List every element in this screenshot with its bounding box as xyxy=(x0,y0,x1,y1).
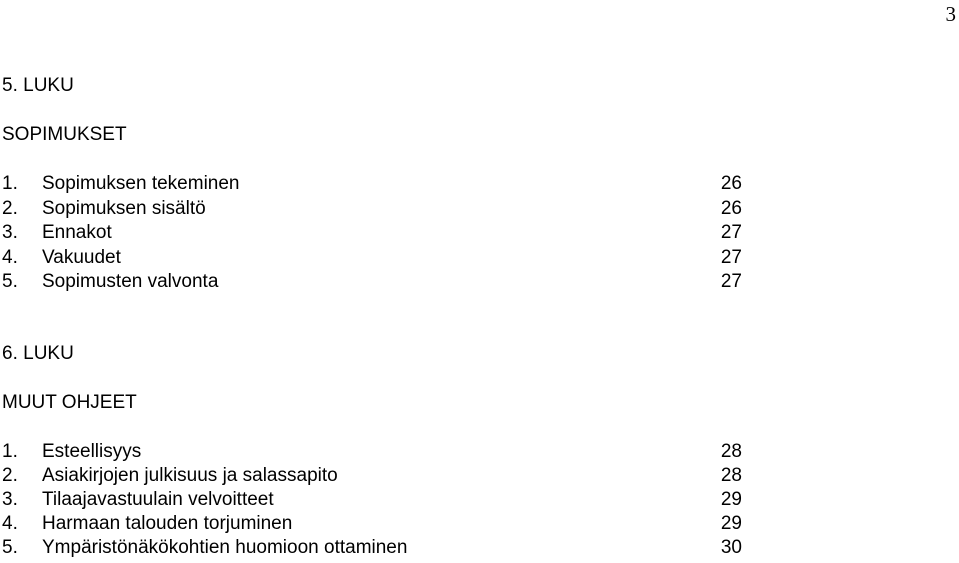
entry-number: 4. xyxy=(2,513,18,534)
chapter-heading: 5. LUKU xyxy=(2,75,74,96)
toc-list xyxy=(2,440,742,560)
entry-title: Esteellisyys xyxy=(42,441,142,462)
toc-entry[interactable] xyxy=(2,197,742,222)
entry-number: 2. xyxy=(2,197,18,219)
entry-title: Harmaan talouden torjuminen xyxy=(42,513,293,534)
entry-number: 4. xyxy=(2,246,18,268)
entry-number: 2. xyxy=(2,465,18,486)
toc-entry[interactable] xyxy=(2,270,742,295)
entry-title: Ennakot xyxy=(42,222,112,243)
entry-title: Sopimuksen sisältö xyxy=(42,197,206,219)
entry-number: 1. xyxy=(2,441,18,462)
entry-page: 27 xyxy=(720,271,742,292)
entry-number: 3. xyxy=(2,489,18,510)
entry-title: Ympäristönäkökohtien huomioon ottaminen xyxy=(42,537,408,558)
entry-page: 26 xyxy=(720,173,742,194)
toc-entry[interactable] xyxy=(2,440,742,464)
entry-page: 27 xyxy=(720,222,742,243)
toc-entry[interactable] xyxy=(2,246,742,271)
entry-title: Sopimusten valvonta xyxy=(42,271,219,292)
section-title: SOPIMUKSET xyxy=(2,124,127,145)
entry-number: 5. xyxy=(2,271,18,292)
entry-page: 29 xyxy=(720,489,742,510)
page-number: 3 xyxy=(945,2,956,26)
toc-entry[interactable] xyxy=(2,536,742,560)
entry-title: Vakuudet xyxy=(42,246,121,268)
entry-title: Sopimuksen tekeminen xyxy=(42,173,240,194)
entry-page: 27 xyxy=(720,246,742,268)
entry-title: Asiakirjojen julkisuus ja salassapito xyxy=(42,465,338,486)
entry-page: 30 xyxy=(720,537,742,558)
toc-list xyxy=(2,172,742,295)
entry-number: 5. xyxy=(2,537,18,558)
toc-entry[interactable] xyxy=(2,488,742,512)
entry-page: 28 xyxy=(720,465,742,486)
entry-title: Tilaajavastuulain velvoitteet xyxy=(42,489,274,510)
entry-number: 1. xyxy=(2,173,18,194)
entry-page: 29 xyxy=(720,513,742,534)
toc-entry[interactable] xyxy=(2,221,742,246)
chapter-heading: 6. LUKU xyxy=(2,343,74,364)
toc-entry[interactable] xyxy=(2,172,742,197)
entry-page: 28 xyxy=(720,441,742,462)
entry-number: 3. xyxy=(2,222,18,243)
toc-entry[interactable] xyxy=(2,512,742,536)
section-title: MUUT OHJEET xyxy=(2,392,137,413)
toc-entry[interactable] xyxy=(2,464,742,488)
entry-page: 26 xyxy=(720,197,742,219)
